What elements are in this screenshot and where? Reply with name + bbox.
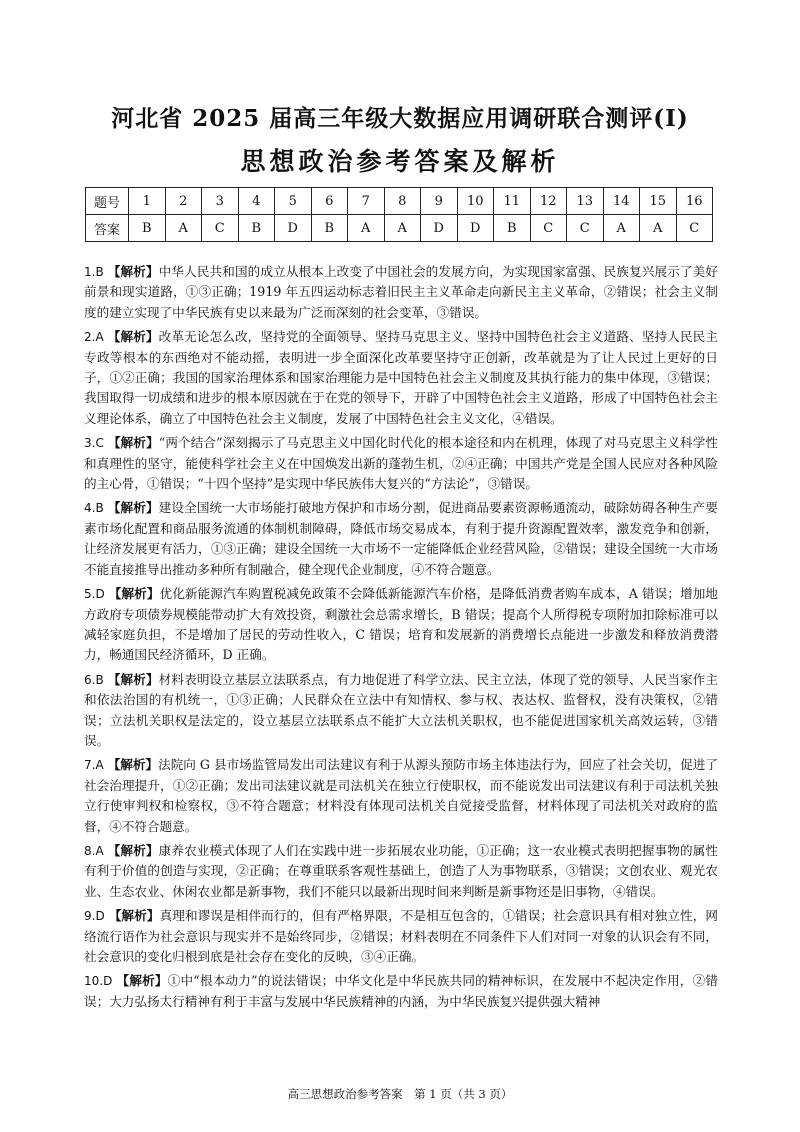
question-number: 4	[238, 188, 275, 215]
page-subtitle: 思想政治参考答案及解析	[240, 147, 560, 176]
table-row-label: 题号	[86, 188, 129, 215]
explanation-text: 中华人民共和国的成立从根本上改变了中国社会的发展方向，为实现国家富强、民族复兴展示了美好前景和现实道路，①③正确；1919 年五四运动标志着旧民主主义革命走向新民主主义革命，②错误；社会主义制度的建立实现了中华民族有史以来最为广泛而深刻的社会变革，③错误。	[84, 264, 718, 320]
answer-cell: A	[603, 215, 640, 242]
answer-cell: C	[676, 215, 713, 242]
item-number: 6.B	[84, 672, 104, 687]
explanation-item	[82, 262, 718, 323]
explanation-item	[82, 841, 718, 902]
answer-cell: B	[311, 215, 348, 242]
page-title: 河北省 2025 届高三年级大数据应用调研联合测评(Ⅰ)	[111, 105, 689, 132]
question-number: 1	[129, 188, 166, 215]
item-number: 10.D	[84, 974, 113, 989]
question-number: 2	[165, 188, 202, 215]
answer-cell: A	[348, 215, 385, 242]
answer-table	[85, 187, 713, 242]
analysis-tag: 【解析】	[108, 586, 160, 602]
question-number: 12	[530, 188, 567, 215]
question-number: 10	[457, 188, 494, 215]
answer-cell: C	[567, 215, 604, 242]
analysis-tag: 【解析】	[108, 908, 160, 924]
item-number: 1.B	[84, 265, 104, 279]
analysis-tag: 【解析】	[107, 757, 159, 773]
question-number: 15	[640, 188, 677, 215]
answer-cell: C	[202, 215, 239, 242]
analysis-tag: 【解析】	[107, 435, 159, 451]
analysis-tag: 【解析】	[107, 500, 159, 516]
answer-cell: A	[640, 215, 677, 242]
analysis-tag: 【解析】	[107, 671, 159, 687]
answer-cell: B	[238, 215, 275, 242]
answer-table-answer-row	[86, 215, 713, 242]
analysis-tag: 【解析】	[107, 329, 159, 345]
answer-table-number-row	[86, 188, 713, 215]
question-number: 5	[275, 188, 312, 215]
explanation-item	[82, 498, 718, 580]
explanation-text: 康养农业模式体现了人们在实践中进一步拓展农业功能，①正确；这一农业模式表明把握事物的属性有利于价值的创造与实现，②正确；在尊重联系客观性基础上，创造了人为事物联系，③错误；文创农业、观光农业、生态农业、休闲农业都是新事物，我们不能只以最新出现时间来判断是新事物还是旧事物，④错误。	[84, 842, 718, 899]
explanation-text: ①中“根本动力”的说法错误；中华文化是中华民族共同的精神标识，在发展中不起决定作用，②错误；大力弘扬太行精神有利于丰富与发展中华民族精神的内涵，为中华民族复兴提供强大精神	[84, 973, 718, 1009]
answer-cell: C	[530, 215, 567, 242]
item-number: 5.D	[84, 587, 105, 602]
analysis-tag: 【解析】	[116, 973, 168, 989]
explanation-text: 改革无论怎么改，坚持党的全面领导、坚持马克思主义、坚持中国特色社会主义道路、坚持人民民主专政等根本的东西绝对不能动摇，表明进一步全面深化改革要坚持守正创新，改革就是为了让人民过上更好的日子，①②正确；我国的国家治理体系和国家治理能力是中国特色社会主义制度及其执行能力的集中体现，③错误；我国取得一切成绩和进步的根本原因就在于在党的领导下，开辟了中国特色社会主义道路，形成了中国特色社会主义理论体系，确立了中国特色社会主义制度，发展了中国特色社会主义文化，④错误。	[84, 329, 718, 426]
explanation-item	[82, 584, 718, 666]
question-number: 13	[567, 188, 604, 215]
explanation-text: 真理和谬误是相伴而行的，但有严格界限，不是相互包含的，①错误；社会意识具有相对独立性，网络流行语作为社会意识与现实并不是始终同步，②错误；材料表明在不同条件下人们对同一对象的认识会有不同，社会意识的变化归根到底是社会存在变化的反映，③④正确。	[84, 908, 719, 964]
explanation-item	[82, 670, 718, 752]
explanation-item	[82, 433, 718, 494]
explanation-item	[82, 971, 718, 1012]
explanation-item	[82, 906, 718, 967]
explanation-list	[82, 262, 718, 1016]
question-number: 6	[311, 188, 348, 215]
explanation-text: 优化新能源汽车购置税减免政策不会降低新能源汽车价格，是降低消费者购车成本，A 错误；增加地方政府专项债券规模能带动扩大有效投资，剩激社会总需求增长，B 错误；提高个人所得税专项附加扣除标准可以减轻家庭负担，不是增加了居民的劳动性收入，C 错误；培育和发展新的消费增长点能进一步激发和释放消费潜力，畅通国民经济循环，D 正确。	[84, 586, 718, 663]
question-number: 3	[202, 188, 239, 215]
item-number: 8.A	[84, 843, 104, 858]
question-number: 16	[676, 188, 713, 215]
question-number: 7	[348, 188, 385, 215]
page-footer: 高三思想政治参考答案 第 1 页（共 3 页）	[287, 1087, 513, 1101]
explanation-text: 建设全国统一大市场能打破地方保护和市场分割，促进商品要素资源畅通流动，破除妨碍各种生产要素市场化配置和商品服务流通的体制机制障碍，降低市场交易成本，有利于提升资源配置效率，激发竞争和创新，让经济发展更有活力，①③正确；建设全国统一大市场不一定能降低企业经营风险，②错误；建设全国统一大市场不能直接推导出推动多种所有制融合，健全现代企业制度，④不符合题意。	[84, 500, 718, 577]
question-number: 9	[421, 188, 458, 215]
answer-cell: B	[129, 215, 166, 242]
table-row-label: 答案	[86, 215, 129, 242]
explanation-text: 法院向 G 县市场监管局发出司法建议有利于从源头预防市场主体违法行为，回应了社会关切，促进了社会治理提升，①②正确；发出司法建议就是司法机关在独立行使职权，而不能说发出司法建议有利于司法机关独立行使审判权和检察权，③不符合题意；材料没有体现司法机关自觉接受监督，材料体现了司法机关对政府的监督，④不符合题意。	[84, 757, 718, 834]
question-number: 14	[603, 188, 640, 215]
analysis-tag: 【解析】	[107, 842, 159, 858]
item-number: 3.C	[84, 436, 104, 451]
explanation-text: 材料表明设立基层立法联系点，有力地促进了科学立法、民主立法，体现了党的领导、人民当家作主和依法治国的有机统一，①③正确；人民群众在立法中有知情权、参与权、表达权、监督权，没有决策权，②错误；立法机关职权是法定的，设立基层立法联系点不能扩大立法机关职权，也不能促进国家机关高效运转，③错误。	[84, 671, 718, 748]
item-number: 4.B	[84, 501, 104, 516]
explanation-item	[82, 327, 718, 429]
answer-cell: D	[275, 215, 312, 242]
question-number: 8	[384, 188, 421, 215]
answer-cell: A	[384, 215, 421, 242]
item-number: 9.D	[84, 909, 105, 924]
item-number: 2.A	[84, 330, 104, 345]
answer-cell: D	[421, 215, 458, 242]
answer-cell: A	[165, 215, 202, 242]
analysis-tag: 【解析】	[107, 264, 159, 279]
explanation-text: “两个结合”深刻揭示了马克思主义中国化时代化的根本途径和内在机理，体现了对马克思主义科学性和真理性的坚守，能使科学社会主义在中国焕发出新的蓬勃生机，②④正确；中国共产党是全国人民应对各种风险的主心骨，①错误；“十四个坚持”是实现中华民族伟大复兴的“方法论”，③错误。	[84, 435, 718, 492]
answer-cell: B	[494, 215, 531, 242]
answer-cell: D	[457, 215, 494, 242]
question-number: 11	[494, 188, 531, 215]
item-number: 7.A	[84, 758, 104, 773]
explanation-item	[82, 755, 718, 837]
